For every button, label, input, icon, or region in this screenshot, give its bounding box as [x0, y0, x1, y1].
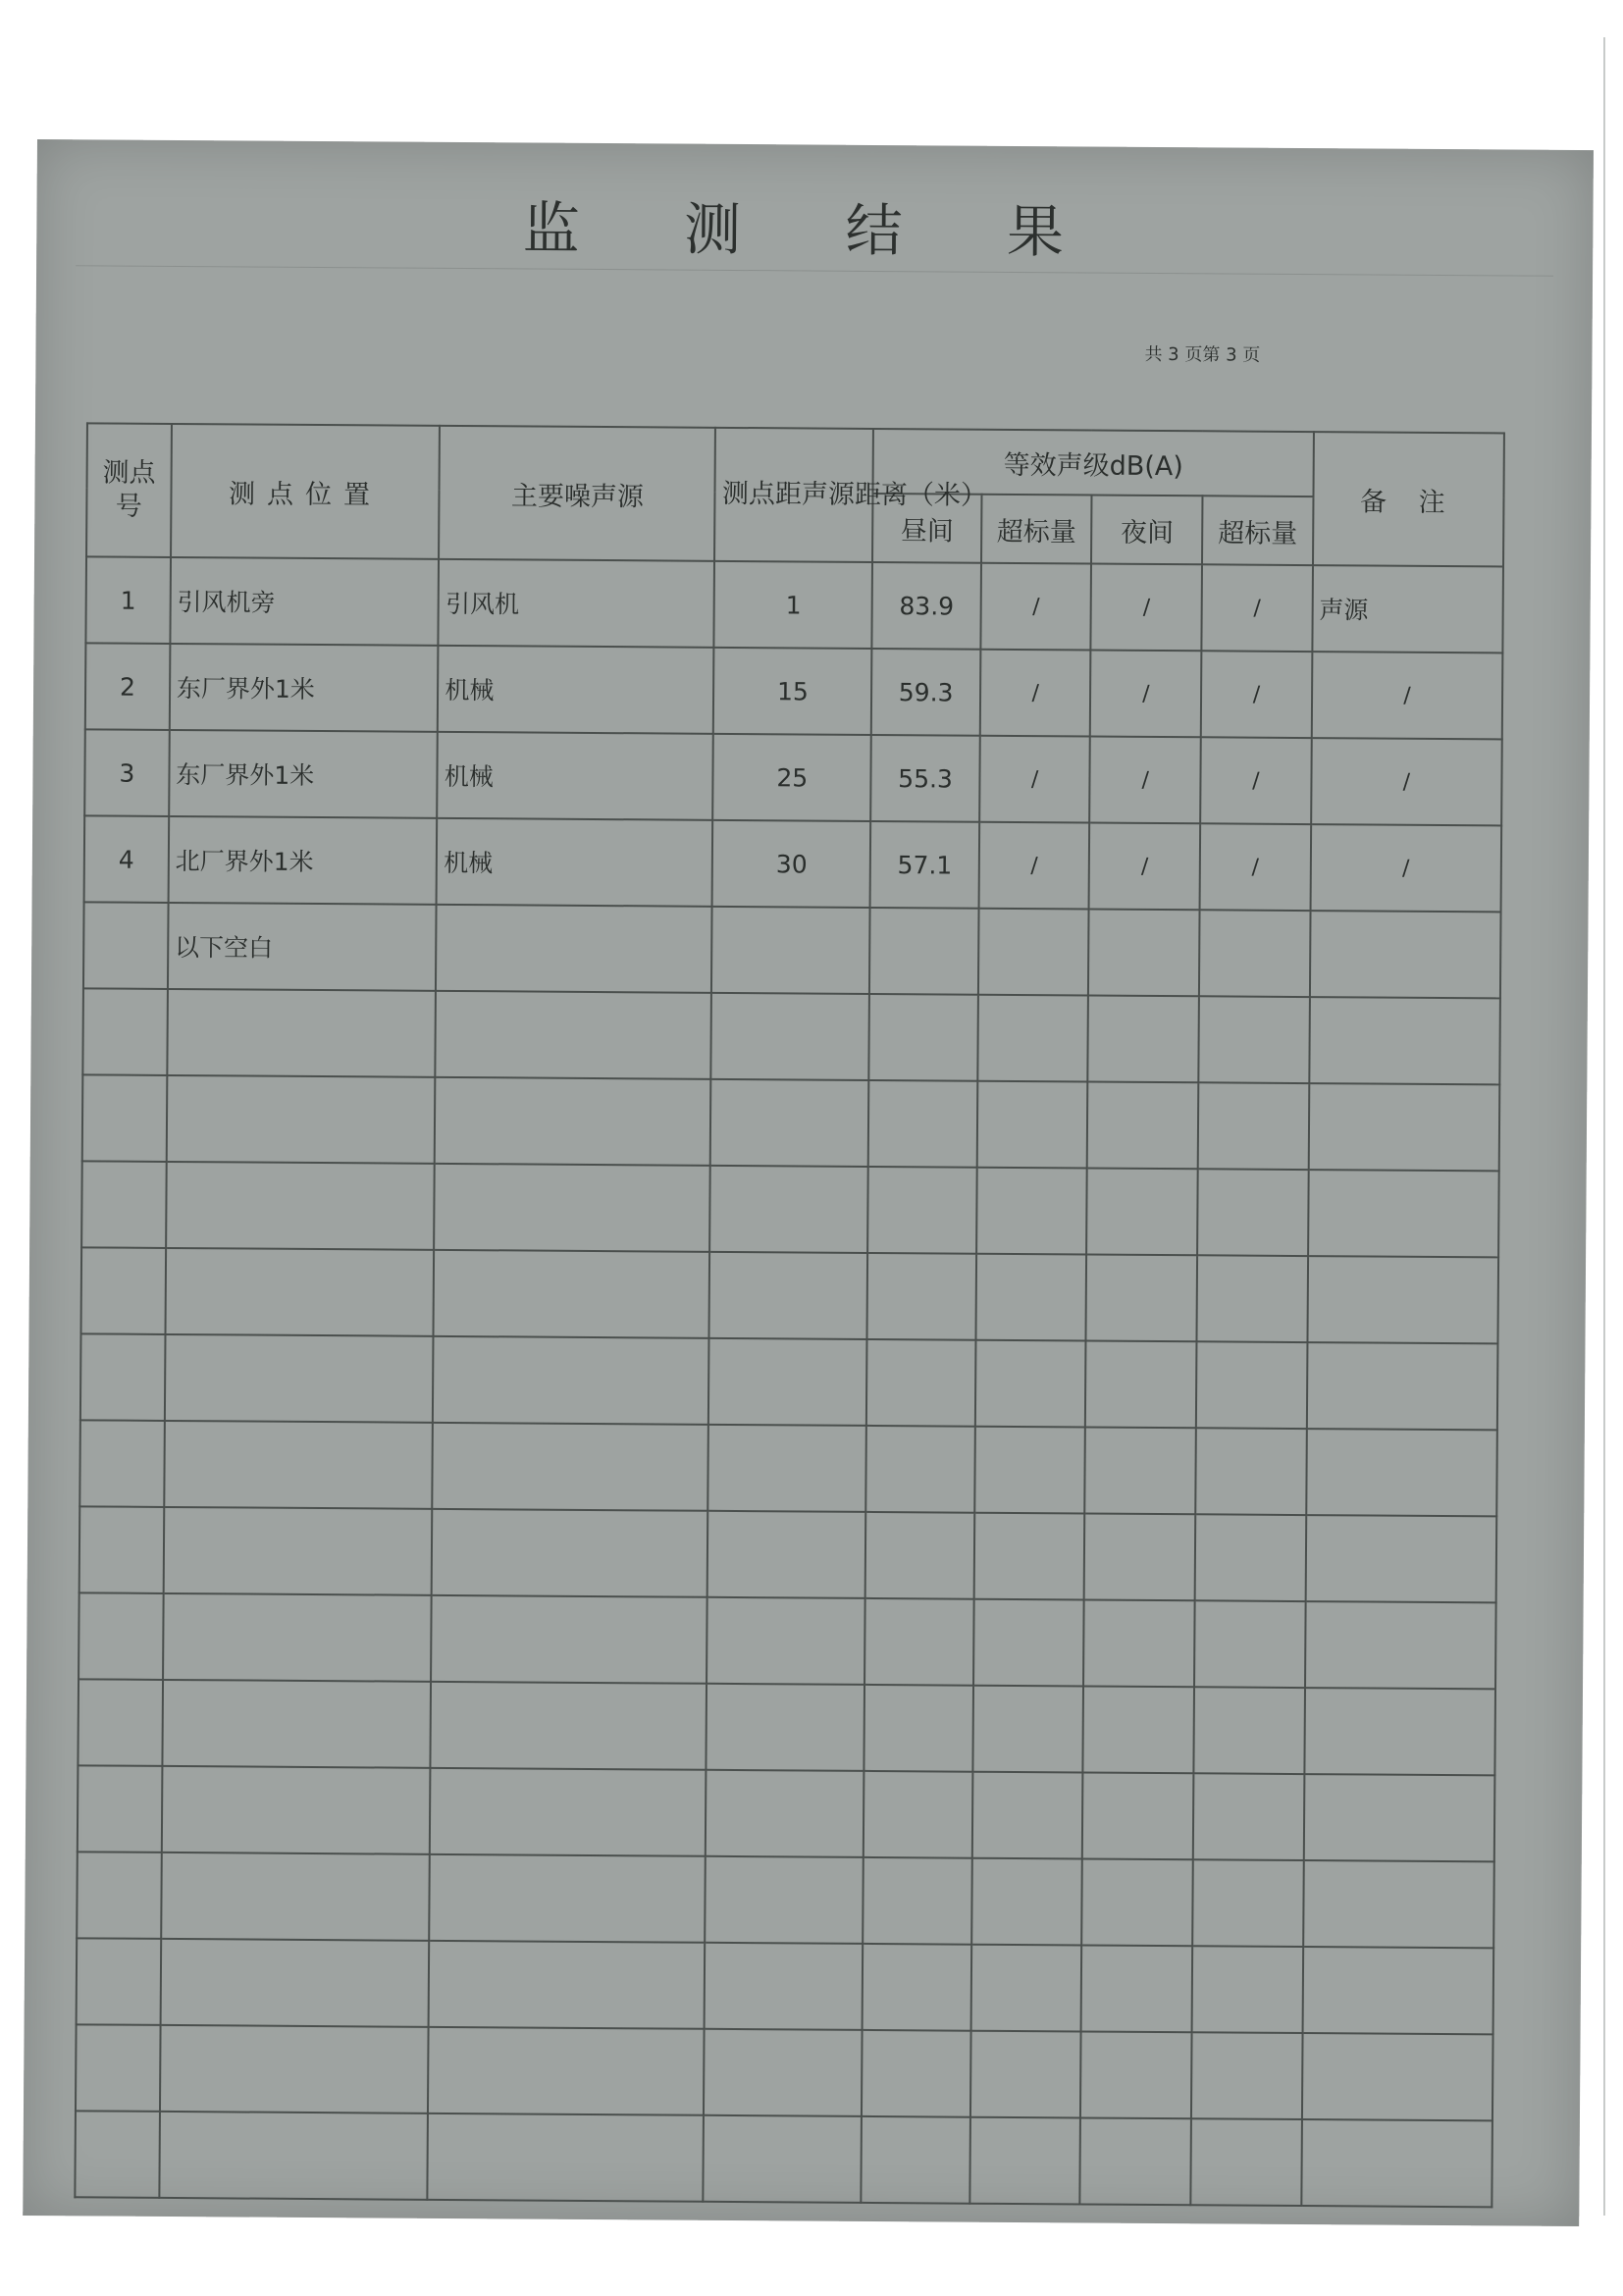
cell-empty — [1086, 1254, 1197, 1341]
cell-empty — [160, 2025, 429, 2113]
cell-empty — [973, 1599, 1084, 1687]
blank-row — [77, 1852, 1494, 1948]
cell-empty — [1088, 996, 1199, 1083]
cell-empty — [864, 1598, 973, 1686]
blank-rows — [75, 988, 1500, 2207]
cell-empty — [434, 1250, 710, 1338]
cell-empty — [79, 1420, 164, 1507]
cell-night-exceed: / — [1201, 651, 1312, 738]
cell-empty — [710, 1079, 869, 1167]
cell-empty — [162, 1680, 431, 1768]
cell-empty — [1197, 1169, 1308, 1256]
cell-empty — [1308, 1083, 1499, 1171]
cell-empty — [162, 1766, 431, 1854]
cell-empty — [1195, 1514, 1306, 1601]
cell-empty — [708, 1338, 867, 1426]
cell-empty — [869, 908, 978, 995]
cell-empty — [163, 1507, 432, 1595]
cell-empty — [971, 1858, 1082, 1946]
cell-empty — [82, 1074, 167, 1162]
cell-empty — [711, 993, 870, 1080]
end-marker: 以下空白 — [168, 903, 437, 991]
cell-empty — [972, 1772, 1083, 1859]
cell-point-no: 1 — [85, 556, 170, 644]
cell-empty — [433, 1423, 709, 1511]
cell-empty — [711, 907, 870, 994]
cell-empty — [970, 1945, 1081, 2032]
cell-empty — [866, 1426, 975, 1513]
table-row — [84, 729, 1502, 825]
header-day-exceed: 超标量 — [981, 495, 1092, 564]
cell-empty — [77, 1938, 161, 2025]
blank-row — [81, 1161, 1499, 1257]
cell-empty — [163, 1593, 432, 1682]
blank-row — [79, 1420, 1497, 1516]
cell-empty — [1088, 910, 1199, 997]
cell-empty — [431, 1682, 707, 1770]
cell-distance: 15 — [713, 648, 872, 735]
cell-night-exceed: / — [1200, 823, 1311, 911]
scan-edge-line — [1603, 37, 1605, 2216]
cell-empty — [1083, 1686, 1194, 1773]
cell-distance: 1 — [714, 561, 873, 649]
cell-source: 机械 — [438, 646, 714, 734]
cell-empty — [976, 1168, 1087, 1255]
blank-row — [77, 1938, 1494, 2034]
cell-empty — [79, 1592, 163, 1680]
table-row-end-marker — [83, 902, 1501, 998]
cell-empty — [1198, 996, 1309, 1083]
cell-empty — [977, 1081, 1088, 1169]
header-point-no: 测点号 — [86, 423, 172, 557]
cell-night-exceed: / — [1201, 564, 1312, 652]
cell-empty — [436, 991, 712, 1079]
cell-empty — [79, 1506, 164, 1593]
cell-empty — [969, 2117, 1080, 2205]
cell-empty — [1199, 910, 1310, 997]
cell-empty — [78, 1765, 162, 1852]
header-main-source: 主要噪声源 — [439, 426, 715, 561]
blank-row — [78, 1765, 1495, 1861]
cell-empty — [864, 1771, 972, 1858]
cell-empty — [704, 2115, 863, 2203]
cell-empty — [970, 2031, 1081, 2118]
cell-empty — [1193, 1773, 1304, 1860]
cell-empty — [1302, 1947, 1493, 2034]
cell-empty — [1308, 1170, 1499, 1257]
cell-note: / — [1312, 652, 1503, 739]
header-distance: 测点距声源距离（米） — [714, 428, 873, 562]
cell-empty — [77, 1852, 161, 1939]
document-title: 监 测 结 果 — [522, 194, 1108, 266]
cell-empty — [866, 1339, 975, 1427]
cell-empty — [1190, 2118, 1301, 2206]
cell-empty — [867, 1253, 976, 1340]
cell-day-exceed: / — [978, 822, 1089, 910]
cell-empty — [1307, 1256, 1498, 1343]
blank-row — [82, 1074, 1500, 1171]
cell-location: 东厂界外1米 — [170, 644, 439, 732]
cell-empty — [710, 1166, 869, 1253]
cell-empty — [867, 1167, 976, 1254]
cell-empty — [977, 995, 1088, 1082]
cell-point-no: 3 — [84, 729, 169, 816]
cell-empty — [709, 1252, 868, 1339]
cell-empty — [975, 1340, 1086, 1428]
cell-empty — [83, 902, 168, 989]
cell-empty — [1192, 1946, 1303, 2033]
cell-empty — [706, 1770, 864, 1857]
cell-empty — [864, 1857, 972, 1945]
cell-source: 机械 — [437, 818, 713, 907]
cell-day: 55.3 — [871, 735, 980, 822]
cell-empty — [75, 2111, 159, 2198]
blank-row — [78, 1679, 1495, 1775]
cell-day: 57.1 — [870, 821, 979, 909]
header-leq-group: 等效声级dB(A) — [873, 429, 1314, 496]
cell-empty — [1304, 1688, 1495, 1775]
cell-empty — [80, 1333, 165, 1421]
cell-empty — [1082, 1772, 1193, 1859]
header-location: 测点位置 — [171, 424, 441, 559]
cell-empty — [1307, 1342, 1498, 1430]
table-header-row — [87, 423, 1504, 497]
header-note: 备 注 — [1313, 432, 1504, 566]
cell-empty — [432, 1509, 708, 1597]
monitoring-results-table — [74, 422, 1505, 2208]
cell-empty — [428, 2113, 705, 2202]
cell-note: 声源 — [1312, 565, 1503, 652]
cell-empty — [1080, 2117, 1191, 2205]
table-row — [85, 556, 1503, 652]
blank-row — [76, 2024, 1493, 2120]
cell-empty — [1085, 1427, 1196, 1514]
cell-empty — [430, 1854, 707, 1943]
cell-empty — [429, 1941, 706, 2029]
cell-empty — [1305, 1515, 1496, 1602]
cell-empty — [868, 1080, 977, 1168]
cell-empty — [864, 1685, 973, 1772]
cell-empty — [1194, 1687, 1305, 1774]
cell-empty — [1197, 1255, 1308, 1342]
cell-empty — [1087, 1081, 1198, 1169]
cell-empty — [708, 1425, 867, 1512]
cell-empty — [1196, 1341, 1307, 1429]
blank-row — [80, 1333, 1498, 1430]
cell-night-exceed: / — [1200, 737, 1311, 824]
cell-empty — [865, 1512, 974, 1599]
cell-empty — [1081, 1945, 1192, 2032]
cell-empty — [159, 2112, 428, 2200]
header-day: 昼间 — [872, 494, 981, 563]
cell-empty — [1192, 1859, 1303, 1947]
cell-empty — [975, 1254, 1086, 1341]
cell-empty — [81, 1161, 166, 1248]
cell-empty — [707, 1597, 865, 1685]
cell-empty — [78, 1679, 162, 1766]
cell-location: 引风机旁 — [170, 557, 439, 646]
cell-night: / — [1090, 737, 1201, 824]
cell-empty — [1084, 1513, 1195, 1600]
cell-location: 东厂界外1米 — [169, 730, 438, 818]
cell-empty — [1302, 2033, 1493, 2120]
cell-distance: 25 — [713, 734, 872, 821]
blank-row — [82, 988, 1500, 1084]
cell-empty — [863, 1944, 971, 2031]
cell-empty — [1194, 1600, 1305, 1688]
table-row — [84, 815, 1502, 912]
cell-empty — [978, 909, 1089, 996]
cell-empty — [430, 1768, 707, 1856]
page-number-info: 共 3 页第 3 页 — [1144, 343, 1261, 366]
header-night-exceed: 超标量 — [1202, 496, 1313, 565]
cell-empty — [435, 1077, 711, 1166]
cell-note: / — [1310, 824, 1501, 912]
cell-empty — [82, 988, 167, 1075]
cell-source: 机械 — [438, 732, 714, 820]
cell-empty — [431, 1595, 707, 1684]
cell-night: / — [1091, 564, 1202, 652]
cell-empty — [1310, 911, 1501, 998]
cell-empty — [1198, 1082, 1309, 1170]
cell-empty — [166, 1162, 435, 1250]
cell-empty — [1083, 1599, 1194, 1687]
blank-row — [79, 1592, 1496, 1689]
table-row — [85, 643, 1503, 739]
scanned-page — [23, 139, 1594, 2226]
cell-empty — [164, 1421, 433, 1509]
cell-empty — [165, 1248, 434, 1336]
blank-row — [79, 1506, 1497, 1602]
cell-day-exceed: / — [980, 650, 1091, 737]
cell-empty — [165, 1334, 434, 1423]
cell-empty — [428, 2027, 705, 2115]
cell-day-exceed: / — [980, 563, 1091, 651]
cell-empty — [167, 1075, 436, 1164]
cell-empty — [862, 2030, 970, 2117]
cell-night: / — [1090, 651, 1201, 738]
cell-empty — [433, 1336, 709, 1425]
cell-empty — [161, 1852, 430, 1941]
cell-empty — [1301, 2119, 1492, 2207]
cell-night: / — [1089, 823, 1200, 911]
cell-point-no: 2 — [85, 643, 170, 730]
cell-empty — [436, 905, 712, 993]
cell-day: 83.9 — [872, 562, 981, 650]
cell-empty — [1303, 1860, 1494, 1948]
cell-empty — [974, 1427, 1085, 1514]
cell-point-no: 4 — [84, 815, 169, 903]
cell-empty — [160, 1939, 429, 2027]
cell-empty — [862, 2116, 970, 2204]
cell-empty — [869, 994, 978, 1081]
header-night: 夜间 — [1091, 496, 1202, 565]
cell-empty — [1304, 1774, 1495, 1861]
cell-empty — [167, 989, 436, 1077]
cell-distance: 30 — [712, 820, 871, 908]
cell-empty — [1305, 1601, 1496, 1689]
cell-empty — [1195, 1428, 1306, 1515]
cell-empty — [1085, 1340, 1196, 1428]
cell-empty — [1191, 2032, 1302, 2119]
cell-empty — [973, 1513, 1084, 1600]
cell-empty — [1087, 1168, 1198, 1255]
cell-empty — [76, 2024, 160, 2112]
cell-empty — [1082, 1858, 1193, 1946]
cell-empty — [1309, 997, 1500, 1084]
cell-empty — [1306, 1429, 1497, 1516]
cell-empty — [707, 1511, 866, 1598]
cell-empty — [704, 2029, 863, 2116]
cell-day: 59.3 — [871, 649, 980, 736]
cell-empty — [706, 1856, 864, 1944]
cell-source: 引风机 — [439, 559, 715, 648]
cell-empty — [1080, 2031, 1191, 2118]
cell-empty — [81, 1247, 166, 1334]
cell-note: / — [1311, 738, 1502, 825]
blank-row — [75, 2111, 1492, 2207]
blank-row — [81, 1247, 1499, 1343]
cell-empty — [705, 1943, 864, 2030]
cell-location: 北厂界外1米 — [168, 816, 437, 905]
cell-empty — [972, 1686, 1083, 1773]
cell-empty — [434, 1164, 710, 1252]
cell-day-exceed: / — [979, 736, 1090, 823]
cell-empty — [707, 1684, 865, 1771]
